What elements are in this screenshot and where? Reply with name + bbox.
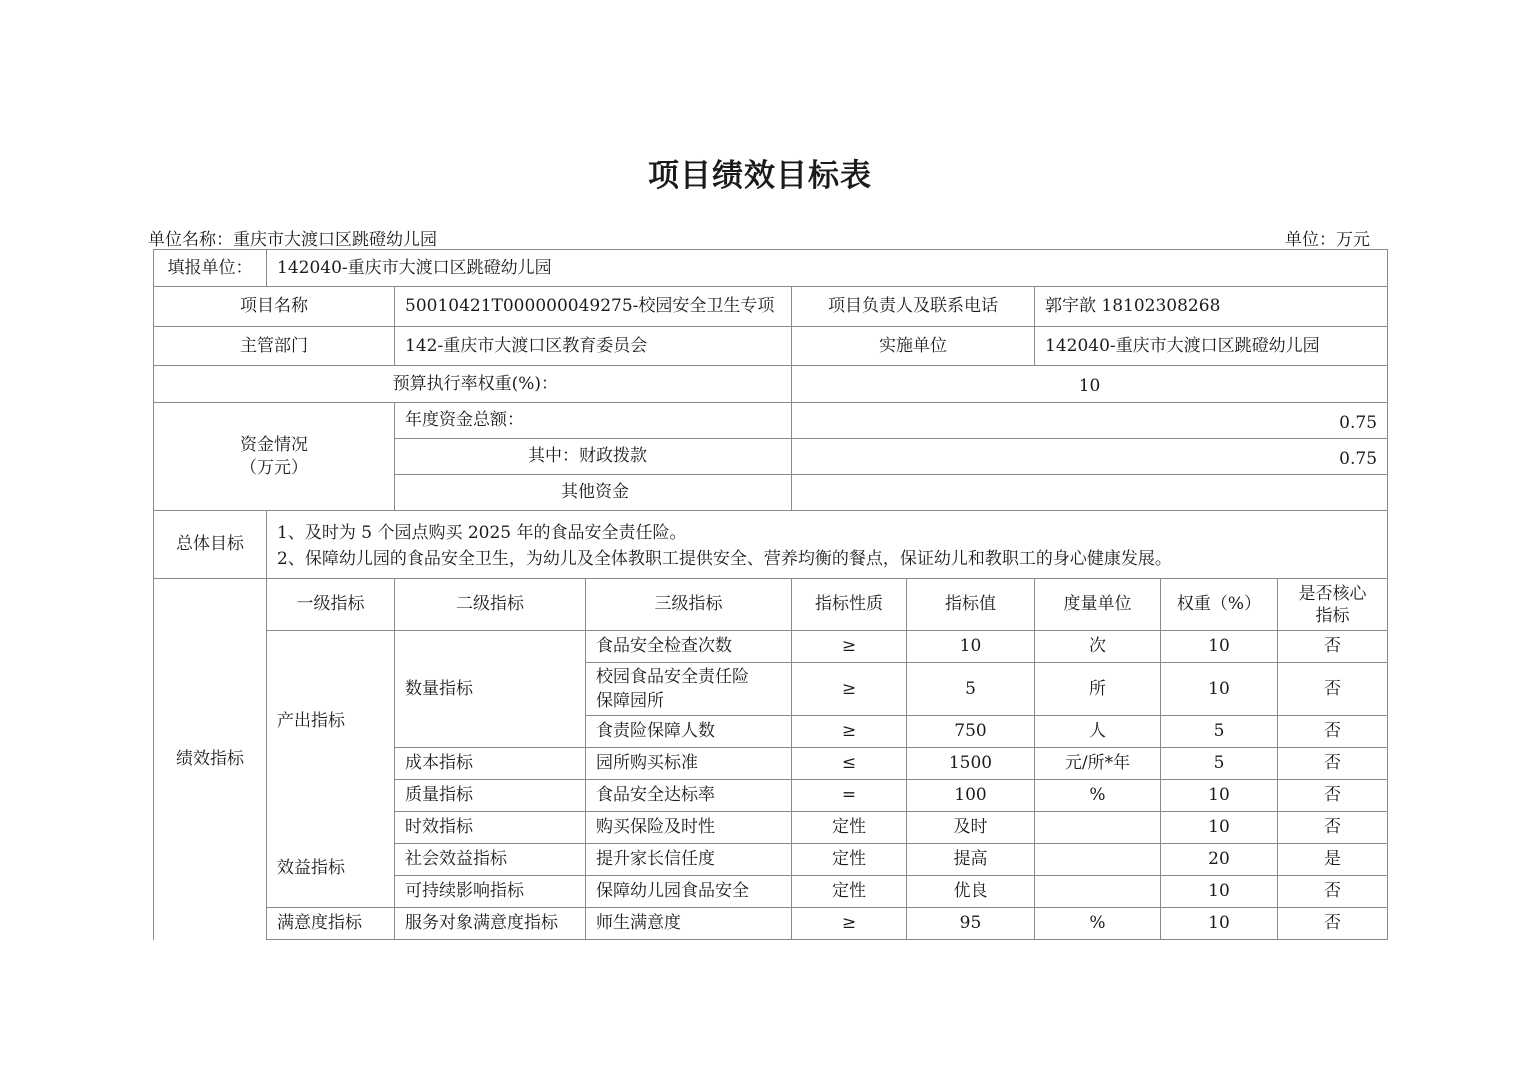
- value-cell: 优良: [907, 876, 1035, 908]
- nature-cell: ≤: [792, 748, 907, 780]
- header-unit: 度量单位: [1035, 579, 1161, 631]
- weight-cell: 5: [1161, 716, 1278, 748]
- weight-cell: 20: [1161, 844, 1278, 876]
- nature-cell: 定性: [792, 876, 907, 908]
- l3-indicator: 食责险保障人数: [586, 716, 792, 748]
- page-title: 项目绩效目标表: [648, 158, 872, 194]
- budget-weight-label: 预算执行率权重(%)：: [154, 366, 792, 403]
- overall-goal-text: [267, 511, 1388, 579]
- weight-cell: 10: [1161, 812, 1278, 844]
- dept-value: 142-重庆市大渡口区教育委员会: [395, 327, 792, 366]
- funds-label-line1: 资金情况: [240, 434, 308, 455]
- core-cell: 否: [1278, 631, 1388, 663]
- nature-cell: ≥: [792, 663, 907, 716]
- currency-unit-label: 单位：万元: [1285, 230, 1370, 250]
- l3-indicator-line2: 保障园所: [596, 691, 664, 711]
- nature-cell: ≥: [792, 631, 907, 663]
- project-leader-value: 郭宇歆 18102308268: [1035, 287, 1388, 327]
- header-core-line2: 指标: [1315, 605, 1350, 626]
- l3-indicator: 食品安全检查次数: [586, 631, 792, 663]
- unit-cell: 人: [1035, 716, 1161, 748]
- overall-goal-label: 总体目标: [154, 511, 267, 579]
- header-level3: 三级指标: [586, 579, 792, 631]
- nature-cell: =: [792, 780, 907, 812]
- nature-cell: ≥: [792, 908, 907, 940]
- table-row: [154, 908, 1388, 940]
- value-cell: 10: [907, 631, 1035, 663]
- nature-cell: 定性: [792, 812, 907, 844]
- unit-cell: 次: [1035, 631, 1161, 663]
- dept-label: 主管部门: [154, 327, 395, 366]
- header-nature: 指标性质: [792, 579, 907, 631]
- l3-indicator: 保障幼儿园食品安全: [586, 876, 792, 908]
- impl-unit-label: 实施单位: [792, 327, 1035, 366]
- unit-cell: %: [1035, 780, 1161, 812]
- core-cell: 否: [1278, 908, 1388, 940]
- overall-goal-line1: 1、及时为 5 个园点购买 2025 年的食品安全责任险。: [277, 523, 687, 543]
- group-benefit: 效益指标: [267, 812, 395, 908]
- l3-indicator-line1: 校园食品安全责任险: [596, 667, 749, 687]
- weight-cell: 10: [1161, 876, 1278, 908]
- header-core: [1278, 579, 1388, 631]
- value-cell: 及时: [907, 812, 1035, 844]
- core-cell: 否: [1278, 716, 1388, 748]
- header-core-line1: 是否核心: [1298, 583, 1367, 604]
- group-output: 产出指标: [267, 631, 395, 812]
- weight-cell: 10: [1161, 908, 1278, 940]
- fill-unit-label: 填报单位：: [154, 250, 267, 287]
- group-timeliness: 时效指标: [395, 812, 586, 844]
- funds-fiscal-label: 其中：财政拨款: [395, 439, 792, 475]
- header-level1: 一级指标: [267, 579, 395, 631]
- group-social: 社会效益指标: [395, 844, 586, 876]
- fill-unit-value: 142040-重庆市大渡口区跳磴幼儿园: [267, 250, 1388, 287]
- core-cell: 否: [1278, 876, 1388, 908]
- funds-other-label: 其他资金: [395, 475, 792, 511]
- core-cell: 否: [1278, 780, 1388, 812]
- core-cell: 否: [1278, 748, 1388, 780]
- funds-total-value: 0.75: [792, 403, 1388, 439]
- funds-fiscal-value: 0.75: [792, 439, 1388, 475]
- nature-cell: 定性: [792, 844, 907, 876]
- group-quality: 质量指标: [395, 780, 586, 812]
- unit-cell: [1035, 812, 1161, 844]
- project-name-value: 50010421T000000049275-校园安全卫生专项: [395, 287, 792, 327]
- l3-indicator: 食品安全达标率: [586, 780, 792, 812]
- value-cell: 1500: [907, 748, 1035, 780]
- l3-indicator: 提升家长信任度: [586, 844, 792, 876]
- l3-indicator: 园所购买标准: [586, 748, 792, 780]
- unit-cell: %: [1035, 908, 1161, 940]
- core-cell: 否: [1278, 812, 1388, 844]
- l3-indicator: 购买保险及时性: [586, 812, 792, 844]
- value-cell: 5: [907, 663, 1035, 716]
- l3-indicator: 师生满意度: [586, 908, 792, 940]
- core-cell: 是: [1278, 844, 1388, 876]
- group-cost: 成本指标: [395, 748, 586, 780]
- value-cell: 提高: [907, 844, 1035, 876]
- l3-indicator: [586, 663, 792, 716]
- weight-cell: 10: [1161, 663, 1278, 716]
- value-cell: 750: [907, 716, 1035, 748]
- group-service: 服务对象满意度指标: [395, 908, 586, 940]
- unit-cell: [1035, 876, 1161, 908]
- project-leader-label: 项目负责人及联系电话: [792, 287, 1035, 327]
- header-value: 指标值: [907, 579, 1035, 631]
- value-cell: 95: [907, 908, 1035, 940]
- unit-cell: 所: [1035, 663, 1161, 716]
- group-satisfaction: 满意度指标: [267, 908, 395, 940]
- group-sustain: 可持续影响指标: [395, 876, 586, 908]
- project-name-label: 项目名称: [154, 287, 395, 327]
- unit-name-label: 单位名称：重庆市大渡口区跳磴幼儿园: [148, 230, 437, 250]
- table-row: [154, 812, 1388, 844]
- budget-weight-value: 10: [792, 366, 1388, 403]
- weight-cell: 10: [1161, 780, 1278, 812]
- perf-indicators-label: 绩效指标: [154, 579, 267, 940]
- funds-total-label: 年度资金总额：: [395, 403, 792, 439]
- funds-label-line2: （万元）: [240, 457, 308, 478]
- group-quantity: 数量指标: [395, 631, 586, 748]
- unit-cell: 元/所*年: [1035, 748, 1161, 780]
- funds-label: [154, 403, 395, 511]
- funds-other-value: [792, 475, 1388, 511]
- impl-unit-value: 142040-重庆市大渡口区跳磴幼儿园: [1035, 327, 1388, 366]
- core-cell: 否: [1278, 663, 1388, 716]
- nature-cell: ≥: [792, 716, 907, 748]
- header-weight: 权重（%）: [1161, 579, 1278, 631]
- performance-target-table: [153, 249, 1388, 940]
- weight-cell: 10: [1161, 631, 1278, 663]
- overall-goal-line2: 2、保障幼儿园的食品安全卫生，为幼儿及全体教职工提供安全、营养均衡的餐点，保证幼儿和教职工的身心健康发展。: [277, 549, 1172, 569]
- unit-cell: [1035, 844, 1161, 876]
- value-cell: 100: [907, 780, 1035, 812]
- table-row: [154, 631, 1388, 663]
- weight-cell: 5: [1161, 748, 1278, 780]
- header-level2: 二级指标: [395, 579, 586, 631]
